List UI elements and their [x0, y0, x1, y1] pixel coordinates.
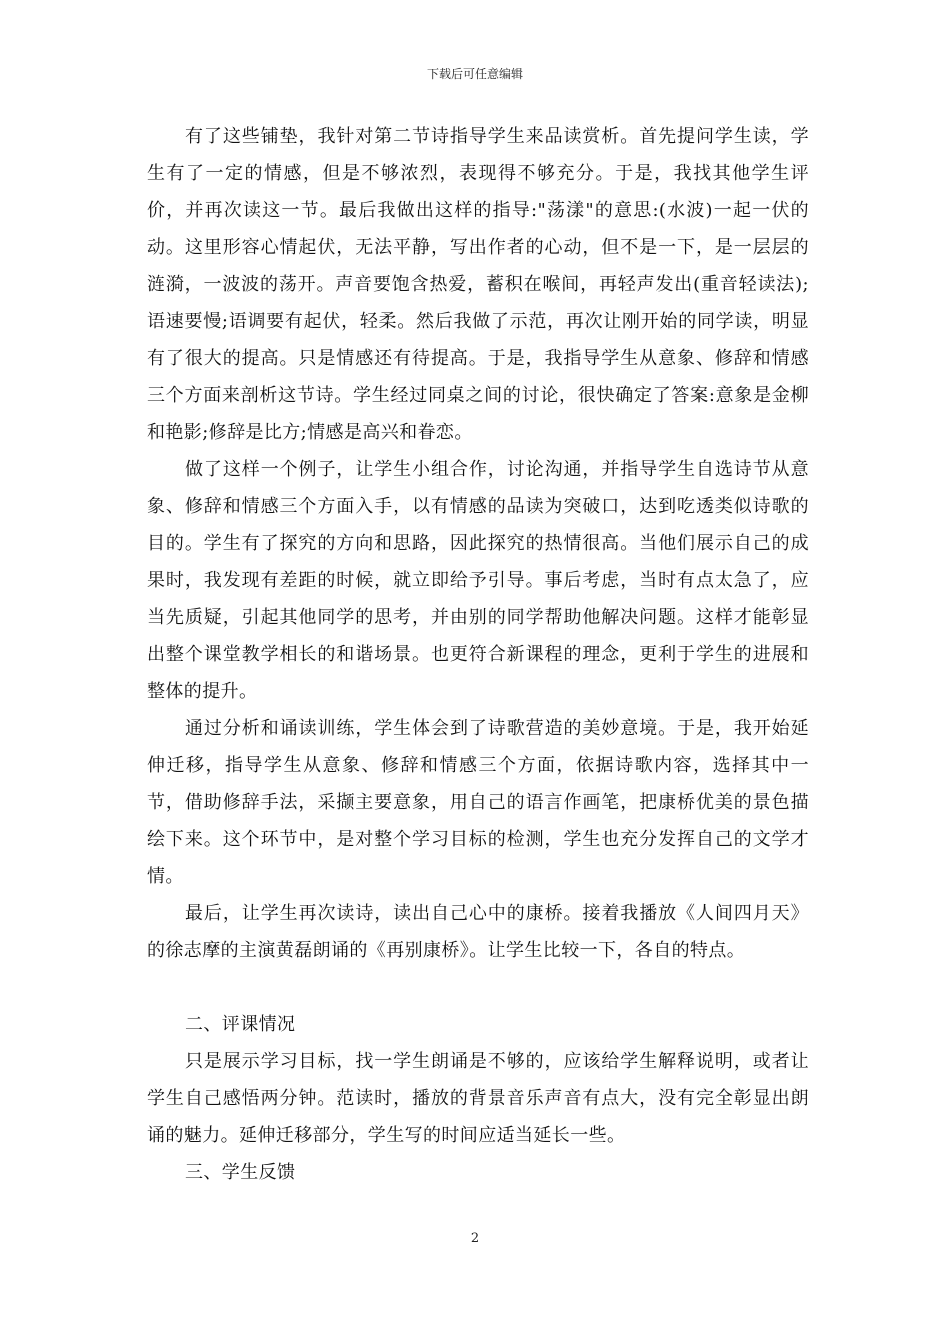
paragraph-conclusion: 最后，让学生再次读诗，读出自己心中的康桥。接着我播放《人间四月天》的徐志摩的主演黄磊朗诵的《再别康桥》。让学生比较一下，各自的特点。 [147, 903, 809, 961]
document-body [147, 118, 809, 1191]
paragraph-group-work: 做了这样一个例子，让学生小组合作，讨论沟通，并指导学生自选诗节从意象、修辞和情感三个方面入手，以有情感的品读为突破口，达到吃透类似诗歌的目的。学生有了探究的方向和思路，因此探究的热情很高。当他们展示自己的成果时，我发现有差距的时候，就立即给予引导。事后考虑，当时有点太急了，应当先质疑，引起其他同学的思考，并由别的同学帮助他解决问题。这样才能彰显出整个课堂教学相长的和谐场景。也更符合新课程的理念，更利于学生的进展和整体的提升。 [147, 459, 809, 702]
page-number: 2 [470, 1231, 480, 1246]
paragraph-evaluation: 只是展示学习目标，找一学生朗诵是不够的，应该给学生解释说明，或者让学生自己感悟两分钟。范读时，播放的背景音乐声音有点大，没有完全彰显出朗诵的魅力。延伸迁移部分，学生写的时间应适当延长一些。 [147, 1051, 809, 1146]
section-heading-feedback: 三、学生反馈 [185, 1162, 296, 1183]
section-heading-evaluation: 二、评课情况 [185, 1014, 296, 1035]
page-header: 下载后可任意编辑 [426, 67, 523, 81]
blank-line [147, 969, 809, 1006]
paragraph-analysis: 有了这些铺垫，我针对第二节诗指导学生来品读赏析。首先提问学生读，学生有了一定的情感，但是不够浓烈，表现得不够充分。于是，我找其他学生评价，并再次读这一节。最后我做出这样的指导:"荡漾"的意思:(水波)一起一伏的动。这里形容心情起伏，无法平静，写出作者的心动，但不是一下，是一层层的涟漪，一波波的荡开。声音要饱含热爱，蓄积在喉间，再轻声发出(重音轻读法);语速要慢;语调要有起伏，轻柔。然后我做了示范，再次让刚开始的同学读，明显有了很大的提高。只是情感还有待提高。于是，我指导学生从意象、修辞和情感三个方面来剖析这节诗。学生经过同桌之间的讨论，很快确定了答案:意象是金柳和艳影;修辞是比方;情感是高兴和眷恋。 [147, 126, 809, 443]
paragraph-extension: 通过分析和诵读训练，学生体会到了诗歌营造的美妙意境。于是，我开始延伸迁移，指导学生从意象、修辞和情感三个方面，依据诗歌内容，选择其中一节，借助修辞手法，采撷主要意象，用自己的语言作画笔，把康桥优美的景色描绘下来。这个环节中，是对整个学习目标的检测，学生也充分发挥自己的文学才情。 [147, 718, 809, 887]
